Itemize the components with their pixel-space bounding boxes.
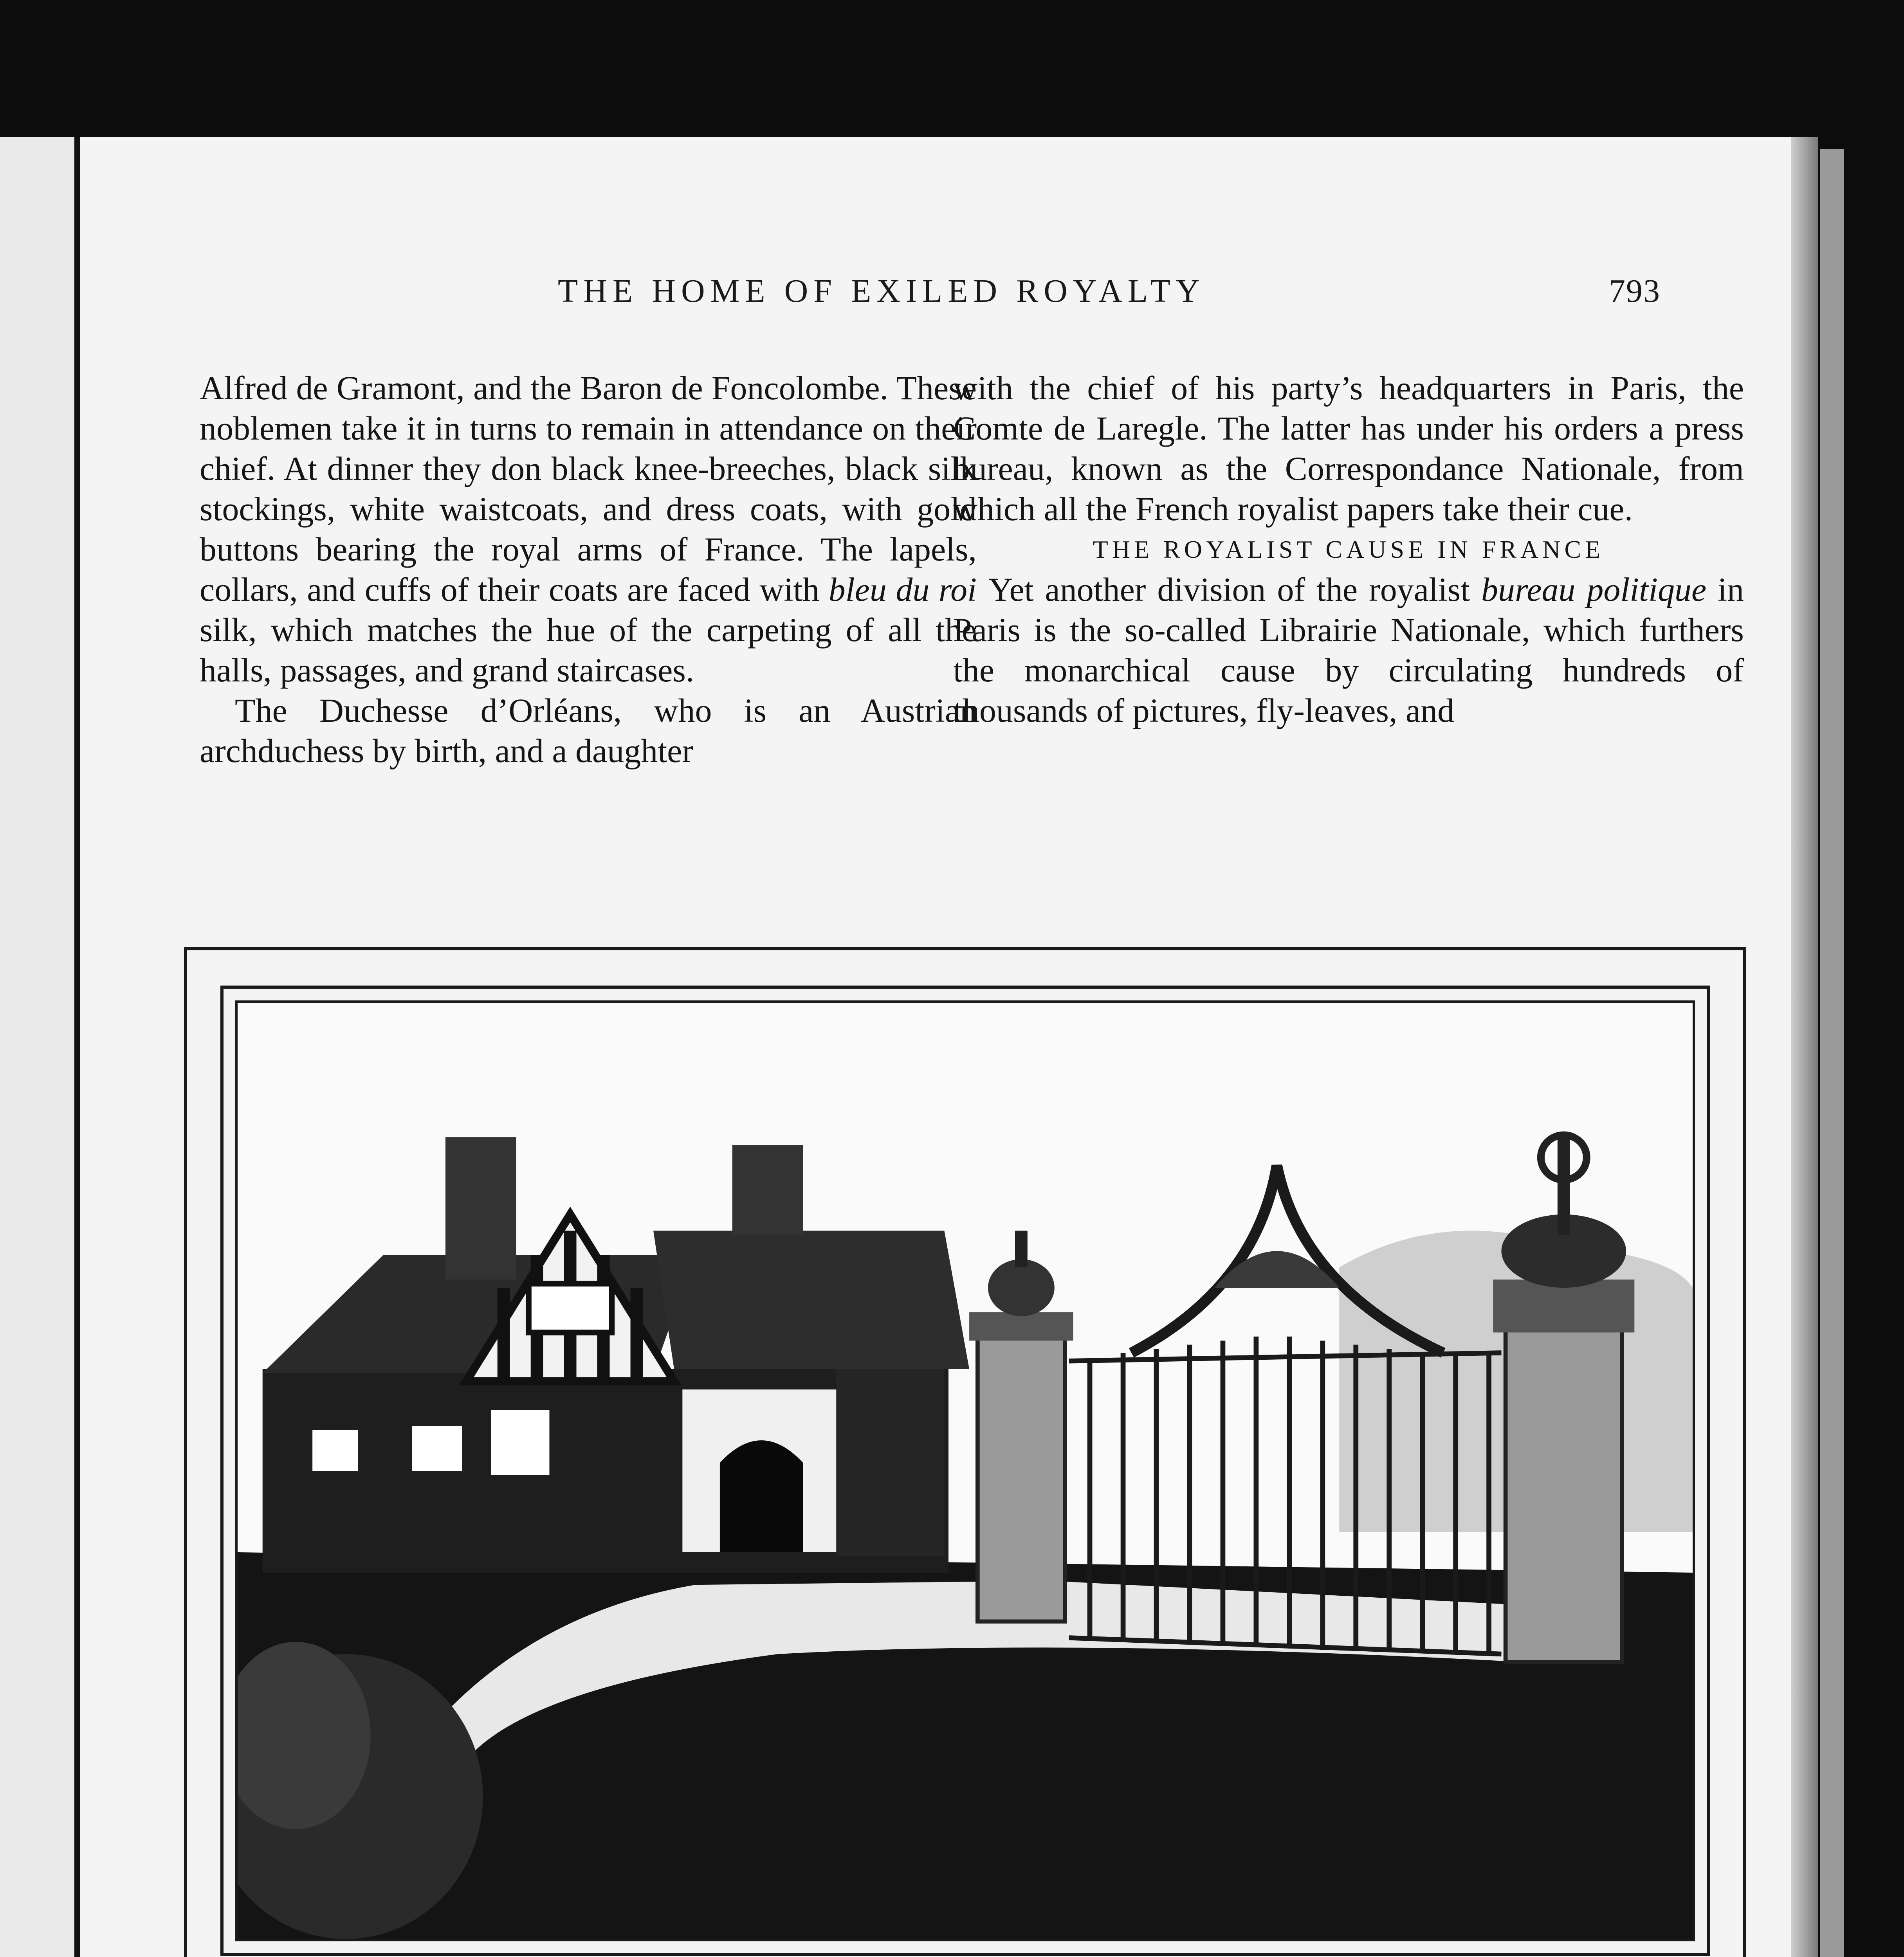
facing-page-edge [0, 137, 80, 1957]
italic-phrase: bleu du roi [828, 571, 977, 608]
section-subhead: THE ROYALIST CAUSE IN FRANCE [1093, 535, 1605, 563]
page-number: 793 [1609, 273, 1661, 309]
magazine-page [80, 137, 1818, 1957]
paragraph: with the chief of his party’s headquarters in Paris, the Comte de Laregle. The latter has under his orders a press bureau, known as the Correspondance Nationale, from which all the French royalist papers take their cue. [953, 369, 1744, 528]
paragraph [200, 690, 977, 771]
photo-border [220, 986, 1710, 1956]
top-right-column [953, 368, 1744, 731]
paragraph-text: The Duchesse d’Orléans, who is an Austrian archduchess by birth, and a daughter [200, 692, 977, 769]
paragraph [200, 368, 977, 690]
page-shadow [1791, 137, 1818, 1957]
photo-frame [184, 947, 1746, 1957]
paragraph-text: Yet another division of the royalist [988, 571, 1481, 608]
paragraph-text: Alfred de Gramont, and the Baron de Foncolombe. These noblemen take it in turns to remain in attendance on their chief. At dinner they don black knee-breeches, black silk stockings, white waistcoats, and dress coats, with gold buttons bearing the royal arms of France. The lapels, collars, and cuffs of their coats are faced with [200, 369, 977, 608]
paragraph-text: silk, which matches the hue of the carpeting of all the halls, passages, and grand staircases. [200, 611, 977, 689]
photograph [235, 1000, 1695, 1941]
running-head-title: THE HOME OF EXILED ROYALTY [558, 273, 1205, 309]
paragraph [953, 569, 1744, 731]
top-left-column [200, 368, 977, 771]
book-spine-edge [1820, 149, 1844, 1957]
paragraph-text: in Paris is the so-called Librairie Nationale, which furthers the monarchical cause by circulating hundreds of thousands of pictures, fly-leaves, and [953, 571, 1744, 729]
lodge-gateway-photo [238, 1003, 1693, 1939]
running-head [80, 272, 1818, 319]
italic-phrase: bureau politique [1481, 571, 1707, 608]
